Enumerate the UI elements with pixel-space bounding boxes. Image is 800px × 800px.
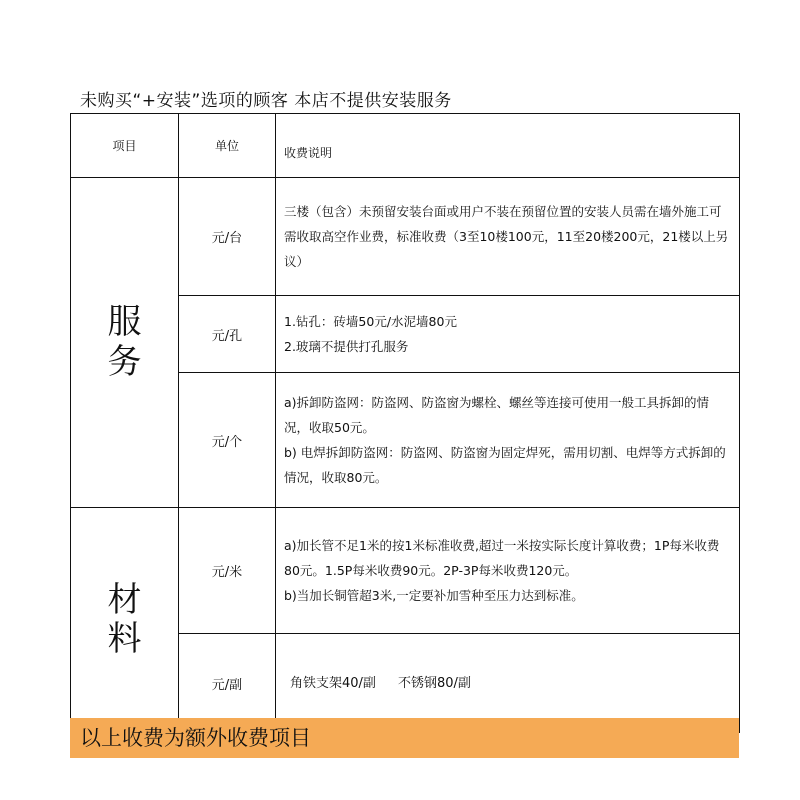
desc-cell: [276, 373, 740, 508]
table-row: [71, 508, 740, 634]
desc-line: a)拆卸防盗网：防盗网、防盗窗为螺栓、螺丝等连接可使用一般工具拆卸的情况，收取50元。: [284, 395, 710, 435]
desc-line: 2.玻璃不提供打孔服务: [284, 339, 409, 354]
table-header-row: [71, 114, 740, 178]
table-row: [71, 178, 740, 296]
category-service: [71, 178, 179, 508]
category-char: 料: [107, 619, 142, 659]
header-unit: 单位: [179, 114, 276, 178]
unit-cell: 元/副: [179, 634, 276, 733]
header-item: 项目: [71, 114, 179, 178]
desc-cell: [276, 178, 740, 296]
desc-cell: [276, 508, 740, 634]
footer-banner: 以上收费为额外收费项目: [70, 718, 739, 758]
unit-cell: 元/台: [179, 178, 276, 296]
desc-cell: [276, 296, 740, 373]
fee-table: [70, 113, 740, 733]
unit-cell: 元/孔: [179, 296, 276, 373]
price-item: 角铁支架40/副: [290, 675, 376, 691]
unit-cell: 元/个: [179, 373, 276, 508]
desc-line: b) 电焊拆卸防盗网：防盗网、防盗窗为固定焊死，需用切割、电焊等方式拆卸的情况，收取80元。: [284, 445, 726, 485]
header-desc: 收费说明: [276, 114, 740, 178]
category-char: 务: [107, 341, 142, 382]
desc-line: 三楼（包含）未预留安装台面或用户不装在预留位置的安装人员需在墙外施工可需收取高空作业费，标准收费（3至10楼100元，11至20楼200元，21楼以上另议）: [284, 204, 729, 269]
unit-cell: 元/米: [179, 508, 276, 634]
desc-line: a)加长管不足1米的按1米标准收费,超过一米按实际长度计算收费；1P每米收费80元。1.5P每米收费90元。2P-3P每米收费120元。: [284, 538, 720, 578]
category-char: 服: [107, 302, 142, 343]
category-char: 材: [107, 579, 142, 620]
desc-line: 1.钻孔：砖墙50元/水泥墙80元: [284, 314, 457, 329]
category-materials: [71, 508, 179, 733]
price-item: 不锈钢80/副: [397, 675, 471, 691]
desc-line: b)当加长铜管超3米,一定要补加雪种至压力达到标准。: [284, 588, 584, 603]
installation-notice: 未购买“+安装”选项的顾客 本店不提供安装服务: [80, 91, 452, 111]
